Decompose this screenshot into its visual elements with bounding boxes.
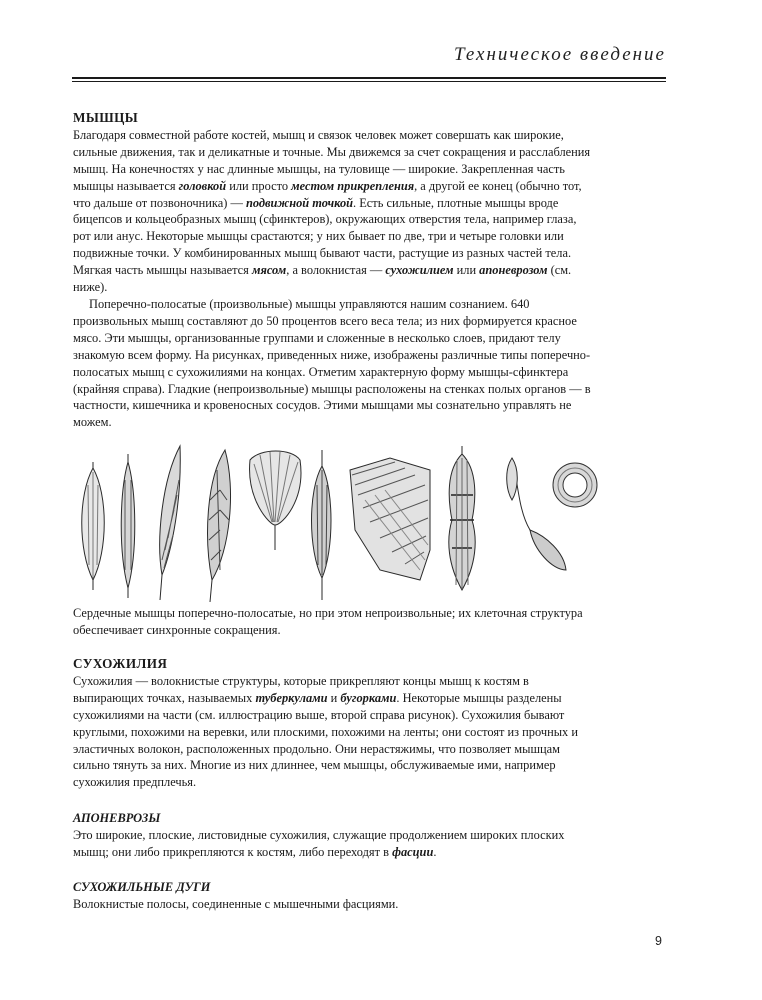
arches-paragraph: Волокнистые полосы, соединенные с мышечными фасциями. — [73, 896, 399, 911]
term-tendon: сухожилием — [385, 263, 454, 278]
slender-muscle-drawing — [121, 454, 135, 598]
arches-section — [73, 879, 593, 913]
aponeuroses-section — [73, 810, 593, 861]
running-title: Техническое введение — [453, 44, 666, 65]
cardiac-note — [73, 605, 593, 639]
muscles-section — [73, 110, 593, 431]
muscle-types-illustration — [70, 440, 610, 608]
fan-muscle-drawing — [250, 451, 301, 550]
unipennate-muscle-drawing — [160, 446, 181, 600]
arches-heading: СУХОЖИЛЬНЫЕ ДУГИ — [73, 880, 211, 894]
tendons-paragraph: Сухожилия — волокнистые структуры, которые прикрепляют концы мышц к костям в выпирающих точках, называемых туберкулами и бугорками. Некоторые мышцы разделены сухожилиями на части (см. иллюстрацию выше, второй справа рисунок). Сухожилия бывают круглыми, похожими на веревки, или плоскими, похожими на ленты; они состоят из прочных и эластичных волокон, расположенных продольно. Они нерастяжимы, что позволяет мышцам сильно тянуть за них. Многие из них длиннее, чем мышцы, обслуживаемые ими, например сухожилия предплечья. — [73, 673, 578, 790]
strap-muscle-drawing — [312, 450, 332, 600]
muscles-paragraph-2: Поперечно-полосатые (произвольные) мышцы управляются нашим сознанием. 640 произвольных мышц составляют до 50 процентов всего веса тела; из них формируется красное мясо. Эти мышцы, организованные группами и сложенные в несколько слоев, придают телу знакомую всем форму. На рисунках, приведенных ниже, изображены различные типы поперечно-полосатых мышц с сухожилиями на концах. Отметим характерную форму мышцы-сфинктера (крайняя справа). Гладкие (непроизвольные) мышцы расположены на стенках полых органов — в частности, кишечника и кровеносных сосудов. Этими мышцами мы сознательно управлять не можем. — [73, 296, 591, 430]
term-head: головкой — [178, 178, 227, 193]
flat-muscle-drawing — [350, 458, 430, 580]
term-attachment: местом прикрепления — [291, 178, 415, 193]
muscles-paragraph-1: Благодаря совместной работе костей, мышц и связок человек может совершать как широкие, сильные движения, так и деликатные и точные. Мы движемся за счет сокращения и расслабления мышц. На конечностях у нас длинные мышцы, на туловище — широкие. Закрепленная часть мышцы называется головкой или просто местом прикрепления, а другой ее конец (обычно тот, что дальше от позвоночника) — подвижной точкой. Есть сильные, плотные мышцы вроде бицепсов и кольцеобразных мышц (сфинктеров), окружающих отверстия тела, например глаза, рот или анус. Некоторые мышцы срастаются; у них бывает по две, три и четыре головки или подвижные точки. У комбинированных мышц бывают части, растущие из разных частей тела. Мягкая часть мышцы называется мясом, а волокнистая — сухожилием или апоневрозом (см. ниже). — [73, 127, 591, 295]
page-number: 9 — [655, 934, 662, 948]
cardiac-paragraph: Сердечные мышцы поперечно-полосатые, но при этом непроизвольные; их клеточная структура обеспечивает синхронные сокращения. — [73, 606, 583, 637]
term-aponeurosis: апоневрозом — [479, 263, 548, 278]
header-rule-thick — [72, 77, 666, 79]
aponeuroses-paragraph: Это широкие, плоские, листовидные сухожилия, служащие продолжением широких плоских мышц; они либо прикрепляются к костям, либо переходят в фасции. — [73, 827, 565, 859]
term-mobile-point: подвижной точкой — [245, 195, 354, 210]
header-rule-thin — [72, 81, 666, 82]
tendons-section — [73, 656, 593, 791]
term-fascia: фасции — [392, 844, 434, 859]
term-tuberosities: бугорками — [340, 690, 397, 705]
tendons-heading: СУХОЖИЛИЯ — [73, 656, 168, 671]
term-tubercles: туберкулами — [255, 690, 328, 705]
term-flesh: мясом — [251, 263, 287, 278]
segmented-muscle-drawing — [449, 446, 475, 590]
fusiform-muscle-drawing — [82, 462, 105, 590]
aponeuroses-heading: АПОНЕВРОЗЫ — [73, 811, 161, 825]
bipennate-muscle-drawing — [208, 450, 231, 602]
sphincter-muscle-drawing — [553, 463, 597, 507]
muscles-heading: МЫШЦЫ — [73, 110, 139, 125]
